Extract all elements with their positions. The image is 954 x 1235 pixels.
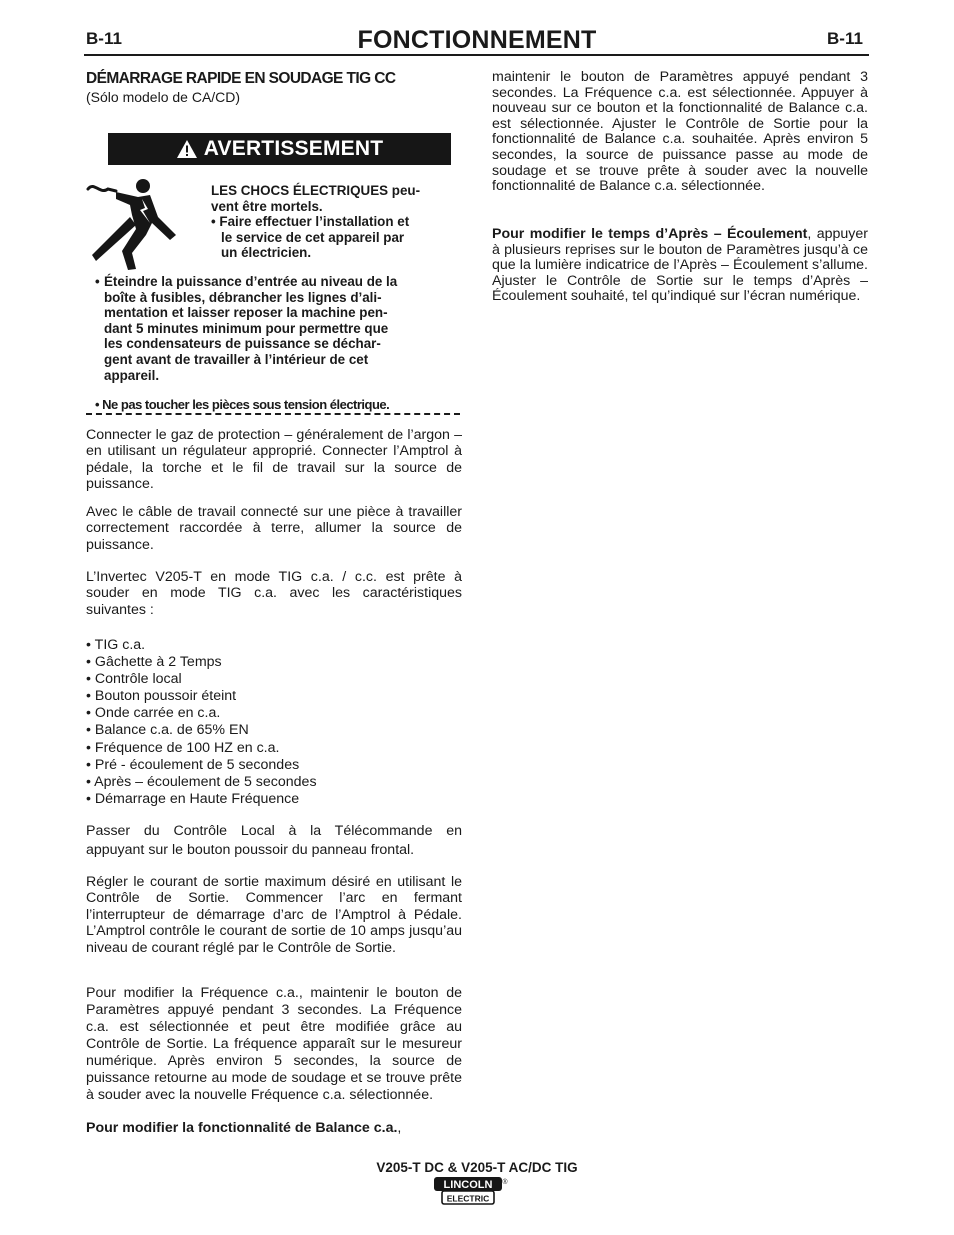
logo-bottom-text: ELECTRIC — [446, 1193, 490, 1204]
shock-warning-bullet-line: • Faire effectuer l’installation et — [211, 214, 410, 230]
list-item: • Démarrage en Haute Fréquence — [86, 790, 300, 807]
list-item: • Fréquence de 100 HZ en c.a. — [86, 739, 280, 756]
shock-warning-title-line: vent être mortels. — [211, 198, 323, 214]
paragraph-remote-line: Passer du Contrôle Local à la Télécommande en — [86, 823, 462, 839]
list-item: • Bouton poussoir éteint — [86, 688, 237, 705]
list-item: • Pré - écoulement de 5 secondes — [86, 756, 300, 773]
power-off-warning — [104, 274, 460, 383]
warning-banner — [108, 133, 451, 165]
balance-lead-bold: Pour modifier la fonctionnalité de Balance c.a. — [86, 1120, 398, 1136]
shock-warning-bullet-line: un électricien. — [221, 245, 312, 261]
page-code-right: B-11 — [827, 29, 863, 48]
power-off-line: mentation et laisser reposer la machine pen- — [104, 305, 388, 321]
shock-warning-title-line: LES CHOCS ÉLECTRIQUES peu- — [211, 183, 421, 198]
no-touch-warning: • Ne pas toucher les pièces sous tension électrique. — [95, 397, 390, 412]
logo-registered-mark: ® — [502, 1179, 508, 1186]
paragraph-remote — [86, 823, 462, 859]
power-bullet-marker: • — [95, 274, 100, 289]
paragraph-gas: Connecter le gaz de protection – généralement de l’argon – en utilisant un régulateur approprié. Connecter l’Amptrol à pédale, la torche et le fil de travail sur la source de puissance. — [86, 427, 462, 493]
section-subnote: (Sólo modelo de CA/CD) — [86, 89, 241, 105]
paragraph-output: Régler le courant de sortie maximum désiré en utilisant le Contrôle de Sortie. Commencer l’arc en fermant l’interrupteur de démarrage d’arc de l’Amptrol à Pédale. L’Amptrol contrôle le courant de sortie de 10 amps jusqu’au niveau de courant réglé par le Contrôle de Sortie. — [86, 874, 462, 956]
list-item: • Balance c.a. de 65% EN — [86, 722, 249, 739]
shock-warning-bullet-line: le service de cet appareil par — [221, 229, 405, 245]
electric-shock-icon — [86, 177, 186, 272]
power-off-line: dant 5 minutes minimum pour permettre que — [104, 320, 389, 336]
header-rule — [84, 54, 869, 56]
warning-triangle-icon — [176, 139, 198, 159]
warning-banner-label: AVERTISSEMENT — [203, 137, 384, 160]
logo-top-text: LINCOLN — [443, 1179, 493, 1191]
power-off-line: boîte à fusibles, débrancher les lignes d’ali- — [104, 289, 382, 305]
list-item: • Contrôle local — [86, 671, 182, 688]
power-off-line: les condensateurs de puissance se déchar- — [104, 336, 381, 352]
list-item: • Gâchette à 2 Temps — [86, 654, 222, 671]
paragraph-remote-line: appuyant sur le bouton poussoir du panneau frontal. — [86, 842, 415, 859]
power-off-line: gent avant de travailler à l’intérieur de cet — [104, 351, 369, 367]
warning-end-rule — [86, 413, 460, 415]
balance-lead-tail: , — [397, 1120, 402, 1136]
balance-lead — [86, 1120, 476, 1136]
paragraph-frequency: Pour modifier la Fréquence c.a., maintenir le bouton de Paramètres appuyé pendant 3 secondes. La Fréquence c.a. est sélectionnée et peut être modifiée grâce au Contrôle de Sortie. La fréquence apparaît sur le mesureur numérique. Après environ 5 secondes, la source de puissance retourne au mode de soudage et se trouve prête à souder avec la nouvelle Fréquence c.a. sélectionnée. — [86, 985, 462, 1103]
page-title: FONCTIONNEMENT — [357, 26, 597, 54]
paragraph-invertec: L’Invertec V205-T en mode TIG c.a. / c.c. est prête à souder en mode TIG c.a. avec les caractéristiques suivantes : — [86, 569, 462, 618]
power-off-line: Éteindre la puissance d’entrée au niveau de la — [104, 274, 398, 289]
shock-warning — [211, 183, 461, 261]
page-code-left: B-11 — [86, 29, 122, 48]
postflow-text: , appuyer à plusieurs reprises sur le bouton de Paramètres jusqu’à ce que la lumière indicatrice de l’Après – Écoulement s’allume. Ajuster le Contrôle de Sortie sur le temps d’Après – Écoulement souhaité, tel qu’indiqué sur l’écran numérique. — [492, 226, 868, 305]
paragraph-balance: maintenir le bouton de Paramètres appuyé pendant 3 secondes. La Fréquence c.a. est sélectionnée. Appuyer à nouveau sur ce bouton et la fonctionnalité de Balance c.a. est sélectionnée. Ajuster le Contrôle de Sortie pour la fonctionnalité de Balance c.a. souhaitée. Après environ 5 secondes, la source de puissance passe au mode de soudage et se trouve prête à souder avec la nouvelle fonctionnalité de Balance c.a. sélectionnée. — [492, 69, 868, 195]
paragraph-work-cable: Avec le câble de travail connecté sur une pièce à travailler correctement raccordée à terre, allumer la source de puissance. — [86, 504, 462, 553]
list-item: • Onde carrée en c.a. — [86, 705, 221, 722]
list-item: • Après – écoulement de 5 secondes — [86, 773, 317, 790]
section-heading: DÉMARRAGE RAPIDE EN SOUDAGE TIG CC — [86, 70, 396, 87]
lincoln-electric-logo — [433, 1176, 511, 1206]
feature-list — [86, 637, 462, 808]
list-item: • TIG c.a. — [86, 637, 146, 653]
postflow-bold: Pour modifier le temps d’Après – Écoulement — [492, 226, 808, 242]
power-off-line: appareil. — [104, 367, 160, 383]
model-name: V205-T DC & V205-T AC/DC TIG — [376, 1160, 578, 1175]
paragraph-postflow — [492, 227, 868, 305]
